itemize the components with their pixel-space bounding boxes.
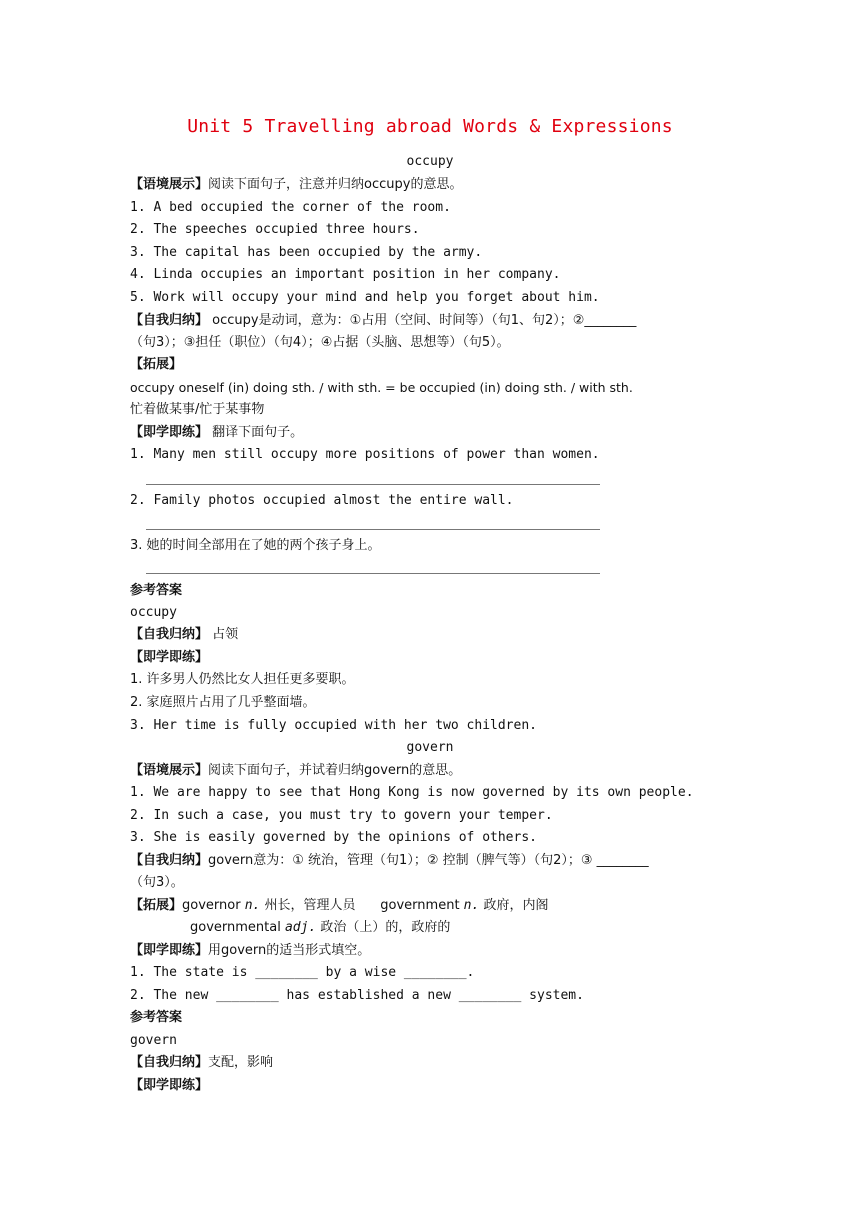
summary-line — [130, 312, 636, 330]
expand-definition: 政府，内阁 — [479, 898, 549, 913]
answer-summary-line — [130, 626, 238, 644]
expand-line — [190, 919, 450, 937]
context-text: 阅读下面句子，并试着归纳govern的意思。 — [208, 763, 462, 778]
example-sentence: 4. Linda occupies an important position in her company. — [130, 267, 561, 282]
expand-label: 【拓展】 — [130, 357, 183, 372]
practice-item: 1. Many men still occupy more positions of power than women. — [130, 447, 600, 462]
expand-definition: 政治（上）的，政府的 — [316, 920, 451, 935]
example-sentence: 5. Work will occupy your mind and help you forget about him. — [130, 290, 600, 305]
answer-word: occupy — [130, 605, 177, 620]
practice-line — [130, 424, 303, 442]
page-title: Unit 5 Travelling abroad Words & Expressions — [187, 116, 673, 137]
part-of-speech: n. — [463, 898, 480, 913]
answer-item: 3. Her time is fully occupied with her two children. — [130, 718, 537, 733]
context-label: 【语境展示】 — [130, 177, 209, 192]
practice-line — [130, 942, 370, 960]
answer-item: 2. 家庭照片占用了几乎整面墙。 — [130, 695, 316, 710]
answer-word: govern — [130, 1033, 177, 1048]
example-sentence: 3. She is easily governed by the opinions of others. — [130, 830, 537, 845]
context-line — [130, 176, 462, 194]
context-text: 阅读下面句子，注意并归纳occupy的意思。 — [208, 177, 463, 192]
answer-heading: 参考答案 — [130, 1010, 183, 1025]
practice-instruction: 翻译下面句子。 — [208, 425, 304, 440]
answer-item: 1. 许多男人仍然比女人担任更多要职。 — [130, 672, 355, 687]
summary-line — [130, 852, 649, 870]
example-sentence: 3. The capital has been occupied by the army. — [130, 245, 483, 260]
summary-label: 【自我归纳】 — [130, 853, 209, 868]
answer-blank-line[interactable] — [146, 529, 600, 530]
example-sentence: 1. A bed occupied the corner of the room. — [130, 200, 451, 215]
answer-practice-label: 【即学即练】 — [130, 650, 209, 665]
expand-label: 【拓展】 — [130, 898, 183, 913]
summary-text: govern意为：① 统治，管理（句1）；② 控制（脾气等）（句2）；③ ________ — [208, 853, 649, 868]
expand-word: governor — [182, 898, 245, 913]
context-label: 【语境展示】 — [130, 763, 209, 778]
section-heading-occupy: occupy — [406, 154, 454, 169]
summary-text-continued: （句3）。 — [130, 875, 184, 890]
expand-line — [130, 897, 548, 915]
practice-item: 2. The new ________ has established a new ________ system. — [130, 988, 584, 1003]
answer-summary-label: 【自我归纳】 — [130, 1055, 209, 1070]
example-sentence: 2. In such a case, you must try to govern your temper. — [130, 808, 553, 823]
answer-heading: 参考答案 — [130, 583, 183, 598]
practice-label: 【即学即练】 — [130, 943, 209, 958]
practice-item: 3. 她的时间全部用在了她的两个孩子身上。 — [130, 538, 381, 553]
answer-summary-text: 支配，影响 — [208, 1055, 274, 1070]
example-sentence: 2. The speeches occupied three hours. — [130, 222, 420, 237]
answer-blank-line[interactable] — [146, 484, 600, 485]
practice-label: 【即学即练】 — [130, 425, 209, 440]
summary-label: 【自我归纳】 — [130, 313, 209, 328]
answer-summary-label: 【自我归纳】 — [130, 627, 209, 642]
answer-blank-line[interactable] — [146, 573, 600, 574]
expand-meaning: 忙着做某事/忙于某事物 — [130, 402, 265, 417]
expand-definition: 州长，管理人员 government — [260, 898, 464, 913]
section-heading-govern: govern — [406, 740, 454, 755]
answer-summary-text: 占领 — [208, 627, 239, 642]
part-of-speech: n. — [244, 898, 261, 913]
answer-summary-line — [130, 1054, 273, 1072]
summary-text: occupy是动词，意为：①占用（空间、时间等）（句1、句2）；②________ — [208, 313, 637, 328]
practice-instruction: 用govern的适当形式填空。 — [208, 943, 371, 958]
expand-word: governmental — [190, 920, 285, 935]
part-of-speech: adj. — [284, 920, 317, 935]
context-line — [130, 762, 461, 780]
expand-phrase: occupy oneself (in) doing sth. / with sth. = be occupied (in) doing sth. / with sth. — [130, 380, 633, 395]
practice-item: 1. The state is ________ by a wise ________. — [130, 965, 475, 980]
example-sentence: 1. We are happy to see that Hong Kong is now governed by its own people. — [130, 785, 694, 800]
practice-item: 2. Family photos occupied almost the entire wall. — [130, 493, 514, 508]
answer-practice-label: 【即学即练】 — [130, 1078, 209, 1093]
summary-text-continued: （句3）；③担任（职位）（句4）；④占据（头脑、思想等）（句5）。 — [130, 335, 510, 350]
